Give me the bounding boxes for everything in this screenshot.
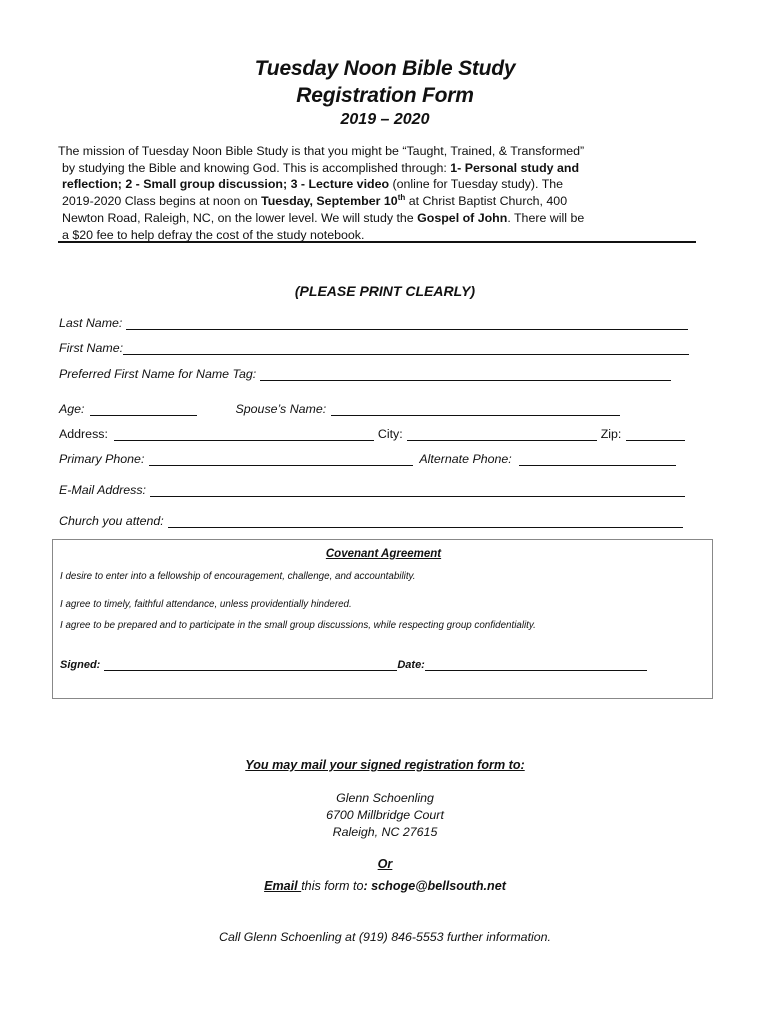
zip-field[interactable] <box>626 427 685 441</box>
phone-contact-note: Call Glenn Schoenling at (919) 846-5553 further information. <box>219 930 551 944</box>
church-row <box>59 514 683 528</box>
section-divider <box>58 241 696 243</box>
mission-line-6: a $20 fee to help defray the cost of the study notebook. <box>62 227 365 242</box>
or-separator: Or <box>377 857 393 871</box>
email-label: E-Mail Address: <box>59 483 146 497</box>
mission-statement <box>58 143 698 243</box>
address-label: Address: <box>59 427 108 441</box>
mission-line-2: by studying the Bible and knowing God. This is accomplished through: 1- Personal study and <box>62 160 580 175</box>
preferred-name-label: Preferred First Name for Name Tag: <box>59 367 257 381</box>
print-clearly-note: (PLEASE PRINT CLEARLY) <box>294 283 476 299</box>
mission-line-4: 2019-2020 Class begins at noon on Tuesday, September 10th at Christ Baptist Church, 400 <box>62 192 568 209</box>
email-word: Email <box>264 879 302 893</box>
phone-row <box>59 452 676 466</box>
email-field[interactable] <box>150 483 685 497</box>
date-field[interactable] <box>425 657 647 671</box>
mission-line-1: The mission of Tuesday Noon Bible Study is that you might be “Taught, Trained, & Transformed” <box>58 144 585 158</box>
form-year: 2019 – 2020 <box>340 111 430 128</box>
primary-phone-field[interactable] <box>149 452 413 466</box>
covenant-signature-row <box>60 657 647 671</box>
city-label: City: <box>377 427 403 441</box>
last-name-row <box>59 316 688 330</box>
preferred-name-field[interactable] <box>260 367 671 381</box>
covenant-agreement-box <box>52 539 713 699</box>
spouse-name-field[interactable] <box>331 402 620 416</box>
zip-label: Zip: <box>600 427 622 441</box>
church-label: Church you attend: <box>59 514 164 528</box>
signature-field[interactable] <box>104 657 397 671</box>
email-text: this form to <box>301 879 364 893</box>
signed-label: Signed: <box>60 659 101 671</box>
age-field[interactable] <box>90 402 197 416</box>
mail-street-address: 6700 Millbridge Court <box>326 808 444 822</box>
mail-city-state-zip: Raleigh, NC 27615 <box>332 825 438 839</box>
form-title: Tuesday Noon Bible Study <box>254 57 516 80</box>
city-field[interactable] <box>407 427 597 441</box>
date-label: Date: <box>397 659 425 671</box>
email-instructions <box>0 879 770 893</box>
mail-recipient-name: Glenn Schoenling <box>336 791 434 805</box>
mission-line-3: reflection; 2 - Small group discussion; 3 - Lecture video (online for Tuesday study). The <box>62 177 564 192</box>
form-subtitle: Registration Form <box>296 84 474 107</box>
mail-instructions-title: You may mail your signed registration form to: <box>245 758 525 772</box>
first-name-row <box>59 341 689 355</box>
email-address-link[interactable]: : schoge@bellsouth.net <box>363 879 506 893</box>
primary-phone-label: Primary Phone: <box>59 452 145 466</box>
covenant-statement-2: I agree to timely, faithful attendance, unless providentially hindered. <box>60 599 352 610</box>
covenant-statement-1: I desire to enter into a fellowship of encouragement, challenge, and accountability. <box>60 571 416 582</box>
age-label: Age: <box>59 402 85 416</box>
last-name-field[interactable] <box>126 316 688 330</box>
first-name-field[interactable] <box>123 341 689 355</box>
alternate-phone-field[interactable] <box>519 452 676 466</box>
covenant-statement-3: I agree to be prepared and to participate in the small group discussions, while respecting group confidentiality. <box>60 620 536 631</box>
address-field[interactable] <box>114 427 374 441</box>
church-field[interactable] <box>168 514 683 528</box>
age-spouse-row <box>59 402 620 416</box>
address-row <box>59 427 685 441</box>
last-name-label: Last Name: <box>59 316 123 330</box>
spouse-name-label: Spouse’s Name: <box>235 402 327 416</box>
covenant-title: Covenant Agreement <box>325 548 442 560</box>
email-row <box>59 483 685 497</box>
first-name-label: First Name: <box>59 341 124 355</box>
preferred-name-row <box>59 367 671 381</box>
alternate-phone-label: Alternate Phone: <box>419 452 512 466</box>
mission-line-5: Newton Road, Raleigh, NC, on the lower level. We will study the Gospel of John. There will be <box>62 210 585 225</box>
